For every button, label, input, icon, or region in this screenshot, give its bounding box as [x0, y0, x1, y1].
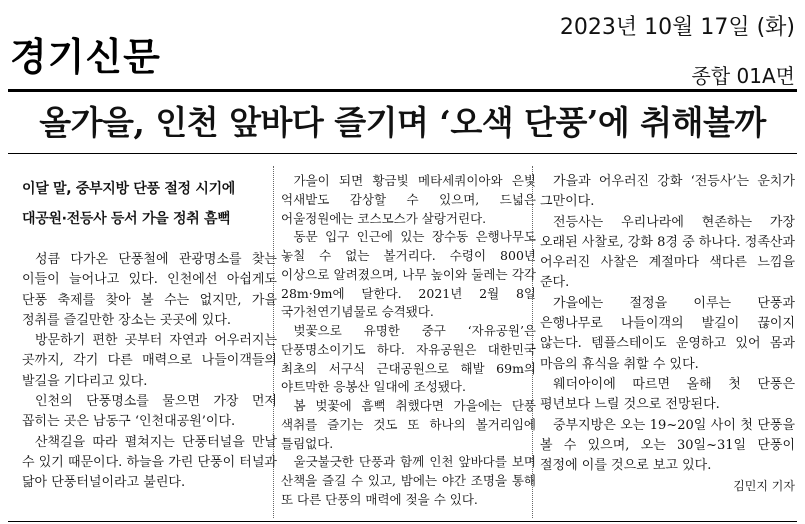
paragraph: 가을과 어우러진 강화 ‘전등사’는 운치가 그만이다.	[540, 174, 795, 210]
page-number: 종합 01A면	[691, 64, 795, 88]
paragraph: 산책길을 따라 펼쳐지는 단풍터널을 만날 수 있기 때문이다. 하늘을 가린 단풍이 터널과 닮아 단풍터널이라고 불린다.	[22, 434, 277, 491]
subheadline-line-1: 이달 말, 중부지방 단풍 절정 시기에	[22, 181, 236, 197]
article-column-1	[22, 172, 277, 494]
subheadline	[22, 174, 277, 234]
paragraph: 중부지방은 오는 19~20일 사이 첫 단풍을 볼 수 있으며, 오는 30일~31일 단풍이 절정에 이를 것으로 보고 있다.	[540, 417, 795, 474]
paragraph: 가을에는 절정을 이루는 단풍과 은행나무로 나들이객의 발길이 끊이지 않는다. 템플스테이도 운영하고 있어 몸과 마음의 휴식을 취할 수 있다.	[540, 295, 795, 372]
top-rule	[8, 89, 797, 92]
subheadline-line-2: 대공원·전등사 등서 가을 정취 흠뻑	[22, 211, 231, 227]
paragraph: 전등사는 우리나라에 현존하는 가장 오래된 사찰로, 강화 8경 중 하나다. 정족산과 어우러진 사찰은 계절마다 색다른 느낌을 준다.	[540, 214, 795, 291]
paragraph: 봄 벚꽃에 흠뻑 취했다면 가을에는 단풍 색취를 즐기는 것도 또 하나의 볼거리임에 틀림없다.	[281, 398, 536, 451]
article-column-3	[540, 172, 795, 497]
paragraph: 울긋불긋한 단풍과 함께 인천 앞바다를 보며 산책을 즐길 수 있고, 밤에는 야간 조명을 통해 또 다른 단풍의 매력에 젖을 수 있다.	[281, 454, 536, 507]
paragraph: 동문 입구 인근에 있는 장수동 은행나무도 놓칠 수 없는 볼거리다. 수령이 800년 이상으로 알려졌으며, 나무 높이와 둘레는 각각 28m·9m에 달한다. 2021년 2월 8일 국가천연기념물로 승격됐다.	[281, 229, 536, 320]
article-column-2	[281, 172, 536, 507]
paragraph: 벚꽃으로 유명한 중구 ‘자유공원’은 단풍명소이기도 하다. 자유공원은 대한민국 최초의 서구식 근대공원으로 해발 69m의 야트막한 응봉산 일대에 조성됐다.	[281, 323, 536, 395]
paragraph: 방문하기 편한 곳부터 자연과 어우러지는 곳까지, 각기 다른 매력으로 나들이객들의 발길을 기다리고 있다.	[22, 333, 277, 389]
paragraph: 인천의 단풍명소를 물으면 가장 먼저 꼽히는 곳은 남동구 ‘인천대공원’이다.	[22, 394, 277, 430]
bottom-rule	[8, 521, 797, 522]
byline: 김민지 기자	[733, 479, 795, 494]
headline-rule	[8, 153, 797, 154]
paragraph: 가을이 되면 황금빛 메타세쿼이아와 은빛 억새밭도 감상할 수 있으며, 드넓은 어울정원에는 코스모스가 살랑거린다.	[281, 173, 536, 226]
paragraph: 웨더아이에 따르면 올해 첫 단풍은 평년보다 느릴 것으로 전망된다.	[540, 376, 795, 413]
paragraph: 성큼 다가온 단풍철에 관광명소를 찾는 이들이 늘어나고 있다. 인천에선 아쉽게도 단풍 축제를 찾아 볼 수는 없지만, 가을 정취를 즐길만한 장소는 곳곳에 있다.	[22, 252, 277, 328]
headline: 올가을, 인천 앞바다 즐기며 ‘오색 단풍’에 취해볼까	[39, 103, 766, 142]
masthead: 경기신문	[10, 35, 161, 79]
publication-date: 2023년 10월 17일 (화)	[559, 15, 795, 40]
